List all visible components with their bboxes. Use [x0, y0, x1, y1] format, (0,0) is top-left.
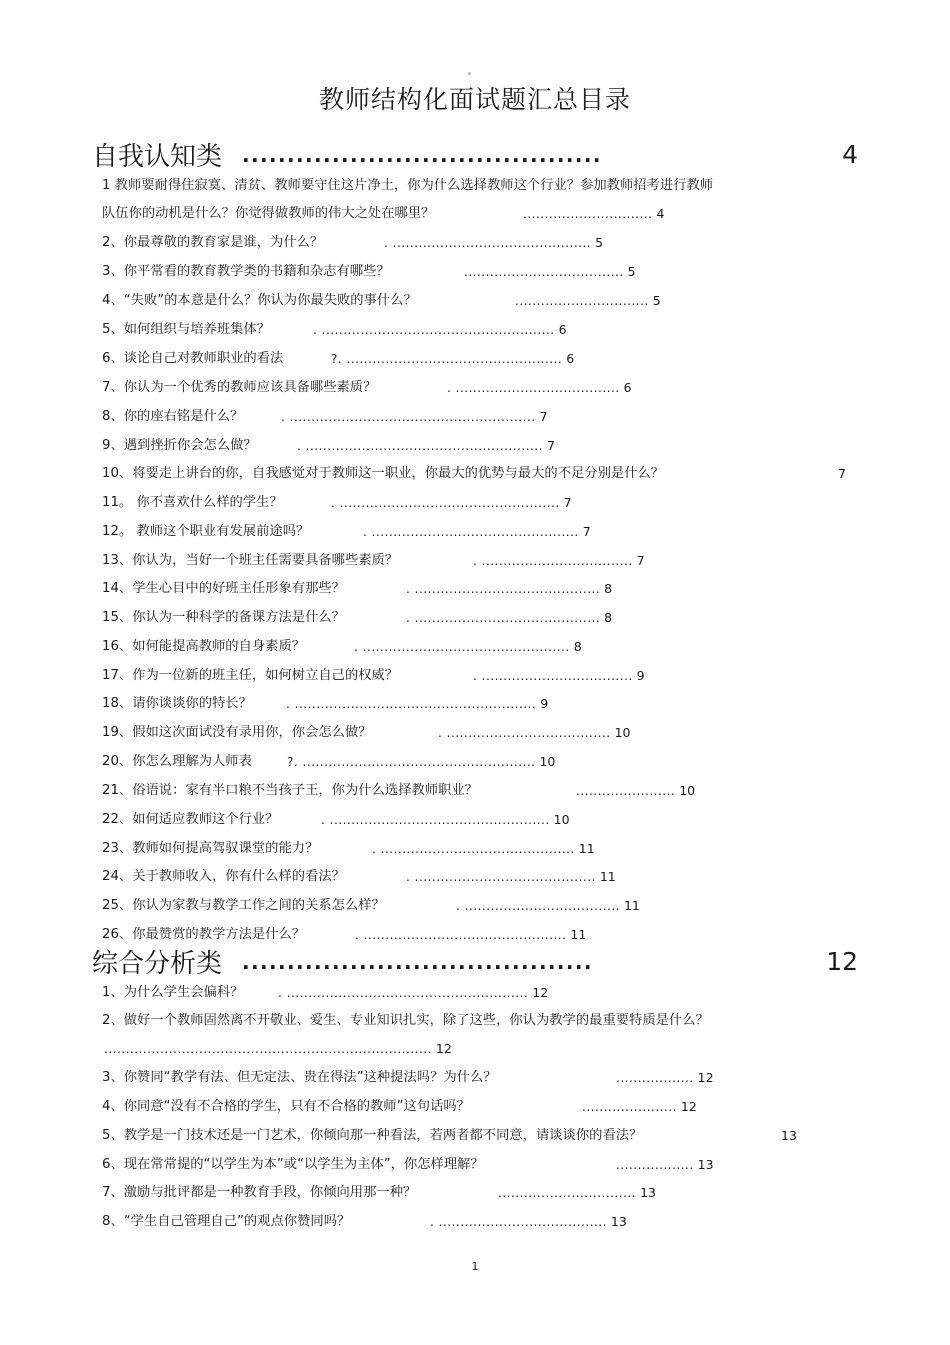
toc-leader-group: [313, 319, 567, 342]
toc-entry[interactable]: [102, 521, 858, 543]
toc-dot-leader: . ......................................: [447, 381, 620, 395]
toc-entry-text: 2、你最尊敬的教育家是谁，为什么？: [102, 235, 324, 250]
toc-entry-text: 6、现在常常提的“以学生为本”或“以学生为主体”，你怎样理解？: [102, 1157, 484, 1172]
toc-page-number: 11: [578, 841, 595, 856]
toc-entry[interactable]: [102, 319, 858, 341]
toc-dot-leader: . .......................................: [430, 1215, 607, 1229]
toc-page-number: 12: [680, 1099, 697, 1114]
toc-page-number: 11: [599, 869, 616, 884]
toc-leader-group: [278, 982, 548, 1005]
toc-page-number: 8: [604, 610, 613, 625]
toc-dot-leader: . ...................................................: [321, 813, 550, 827]
toc-page-number: 7: [539, 409, 548, 424]
toc-dot-leader: . ........................................................: [286, 697, 537, 711]
toc-page-number: 13: [781, 1128, 797, 1143]
toc-entry[interactable]: [102, 693, 858, 715]
toc-dot-leader: ?. ......................................................: [287, 755, 536, 769]
toc-page-number: 6: [558, 322, 567, 337]
toc-leader-group: [372, 838, 595, 861]
toc-dot-leader: ................................: [498, 1186, 637, 1200]
toc-entry[interactable]: [102, 348, 858, 370]
section-title: 综合分析类: [92, 948, 223, 979]
toc-dot-leader: . .............................................: [372, 842, 575, 856]
toc-leader-group: [287, 751, 555, 774]
toc-entry[interactable]: [102, 636, 858, 658]
toc-leader-group: [576, 780, 695, 803]
toc-entry-text: 3、你平常看的教育教学类的书籍和杂志有哪些？: [102, 264, 390, 279]
toc-dot-leader: ......................: [582, 1100, 677, 1114]
toc-entry-text: 18、请你谈谈你的特长？: [102, 696, 252, 711]
toc-leader-group: [456, 895, 640, 918]
toc-leader-group: [473, 665, 645, 688]
toc-leader-group: [331, 348, 574, 371]
toc-entry-text: 20、你怎么理解为人师表: [102, 754, 252, 769]
toc-leader-group: [430, 1211, 627, 1234]
toc-dot-leader: . ...........................................: [406, 611, 601, 625]
toc-leader-group: [297, 435, 555, 458]
toc-page-number: 9: [636, 668, 645, 683]
toc-leader-group: [582, 1096, 697, 1119]
toc-entry[interactable]: [102, 578, 858, 600]
toc-entry[interactable]: [102, 492, 858, 514]
toc-entry[interactable]: [102, 203, 858, 225]
toc-entry-text: 13、你认为，当好一个班主任需要具备哪些素质？: [102, 553, 399, 568]
toc-entry[interactable]: [102, 722, 858, 744]
toc-page-number: 12: [532, 985, 549, 1000]
toc-entry-text: 4、“失败”的本意是什么？你认为你最失败的事什么？: [102, 293, 417, 308]
toc-dot-leader: . ..........................................: [406, 870, 596, 884]
toc-dot-leader: ..................: [616, 1158, 694, 1172]
toc-entry-text: 21、俗语说：家有半口粮不当孩子王，你为什么选择教师职业？: [102, 783, 478, 798]
toc-page-number: 4: [656, 206, 665, 221]
toc-dot-leader: .......................: [576, 784, 676, 798]
toc-dot-leader: . ...........................................: [406, 582, 601, 596]
toc-entry-text: 19、假如这次面试没有录用你，你会怎么做？: [102, 725, 372, 740]
toc-entry-text: 26、你最赞赏的教学方法是什么？: [102, 927, 306, 942]
toc-entry-text: 2、做好一个教师固然离不开敬业、爱生、专业知识扎实，除了这些，你认为教学的最重要特质是什么？: [102, 1013, 709, 1028]
toc-entry-text: 11。 你不喜欢什么样的学生？: [102, 495, 283, 510]
toc-page-number: 10: [614, 725, 631, 740]
toc-leader-group: [104, 1038, 452, 1061]
toc-entry[interactable]: [102, 607, 858, 629]
toc-entry-text: 24、关于教师收入，你有什么样的看法？: [102, 869, 345, 884]
toc-entry-text: 1 教师要耐得住寂寞、清贫、教师要守住这片净土，你为什么选择教师这个行业？参加教师招考进行教师: [102, 178, 714, 193]
toc-page-number: 12: [435, 1041, 452, 1056]
toc-leader-group: [321, 809, 570, 832]
toc-leader-group: [331, 492, 572, 515]
toc-entry[interactable]: [102, 866, 858, 888]
toc-entry[interactable]: [102, 232, 858, 254]
section-header-comprehensive-analysis: [92, 944, 858, 978]
toc-entry-text: 8、“学生自己管理自己”的观点你赞同吗？: [102, 1214, 351, 1229]
toc-entry[interactable]: [102, 838, 858, 860]
toc-entry[interactable]: [102, 751, 858, 773]
toc-entry-text: 22、如何适应教师这个行业？: [102, 812, 279, 827]
toc-entry-text: 23、教师如何提高驾驭课堂的能力？: [102, 841, 319, 856]
toc-leader-group: [406, 607, 612, 630]
toc-entry[interactable]: [102, 1067, 858, 1089]
scan-mark: [468, 72, 471, 75]
toc-dot-leader: .....................................: [464, 265, 624, 279]
toc-entry[interactable]: [102, 550, 858, 572]
toc-entry[interactable]: [102, 1096, 858, 1118]
toc-entry-text: 14、学生心目中的好班主任形象有那些？: [102, 581, 345, 596]
toc-dot-leader: . ..............................................: [384, 236, 592, 250]
toc-entry-text: 8、你的座右铭是什么？: [102, 409, 244, 424]
toc-dot-leader: . ......................................................: [313, 323, 555, 337]
toc-page-number: 8: [573, 639, 582, 654]
toc-dot-leader: . ......................................: [438, 726, 611, 740]
toc-page-number: 10: [679, 783, 696, 798]
toc-entry-text: 队伍你的动机是什么？你觉得做教师的伟大之处在哪里？: [102, 206, 435, 221]
toc-leader-group: [286, 693, 548, 716]
toc-page-number: 5: [627, 264, 636, 279]
toc-entry[interactable]: [102, 377, 858, 399]
section-page-number: 12: [826, 946, 858, 976]
toc-entry[interactable]: [102, 1010, 858, 1032]
toc-entry[interactable]: [102, 175, 858, 197]
toc-leader-group: [616, 1067, 714, 1090]
toc-leader-group: [464, 261, 636, 284]
toc-leader-group: [281, 406, 548, 429]
toc-leader-group: [515, 290, 661, 313]
section-title: 自我认知类: [92, 141, 223, 172]
page-title: 教师结构化面试题汇总目录: [318, 85, 631, 114]
toc-entry[interactable]: [102, 1211, 858, 1233]
toc-page-number: 6: [623, 380, 632, 395]
section-header-self-awareness: [92, 137, 858, 171]
toc-leader-group: [447, 377, 632, 400]
toc-dot-leader: . ................................................: [363, 525, 579, 539]
toc-page-number: 7: [838, 466, 846, 481]
toc-entry-text: 3、你赞同“教学有法、但无定法、贵在得法”这种提法吗？为什么？: [102, 1070, 497, 1085]
toc-page-number: 7: [636, 553, 645, 568]
toc-leader-group: [523, 203, 664, 226]
toc-entry-text: 16、如何能提高教师的自身素质？: [102, 639, 306, 654]
toc-page-number: 9: [540, 696, 549, 711]
toc-entry[interactable]: [102, 982, 858, 1004]
toc-entry-text: 6、谈论自己对教师职业的看法: [102, 351, 284, 366]
toc-entry[interactable]: [102, 665, 858, 687]
toc-entry[interactable]: [102, 463, 858, 485]
toc-entry[interactable]: [102, 895, 858, 917]
toc-leader-group: [473, 550, 645, 573]
toc-entry-text: 7、激励与批评都是一种教育手段，你倾向用那一种？: [102, 1185, 417, 1200]
toc-entry-text: 5、教学是一门技术还是一门艺术，你倾向那一种看法，若两者都不同意，请谈谈你的看法？: [102, 1128, 643, 1143]
toc-entry-text: 12。 教师这个职业有发展前途吗？: [102, 524, 310, 539]
toc-page-number: 7: [582, 524, 591, 539]
toc-dot-leader: . ................................................: [354, 640, 570, 654]
toc-leader-group: [438, 722, 630, 745]
toc-page-number: 13: [640, 1185, 656, 1200]
toc-entry-text: 5、如何组织与培养班集体？: [102, 322, 271, 337]
toc-dot-leader: ..................: [616, 1071, 694, 1085]
toc-entry[interactable]: [102, 1125, 858, 1147]
toc-leader-group: [406, 578, 612, 601]
toc-page-number: 10: [539, 754, 556, 769]
footer-page-number: 1: [471, 1260, 479, 1273]
toc-entry-text: 7、你认为一个优秀的教师应该具备哪些素质？: [102, 380, 377, 395]
toc-dot-leader: . ...................................: [473, 554, 633, 568]
toc-dot-leader: . .........................................................: [281, 410, 536, 424]
toc-dot-leader: ..............................: [523, 207, 653, 221]
toc-dot-leader: . ....................................: [456, 899, 620, 913]
toc-entry-text: 4、你同意“没有不合格的学生，只有不合格的教师”这句话吗？: [102, 1099, 470, 1114]
toc-dot-leader: . .......................................................: [297, 439, 543, 453]
toc-entry[interactable]: [102, 1038, 858, 1060]
toc-dot-leader: ............................................................................: [104, 1042, 432, 1056]
section-page-number: 4: [842, 139, 858, 169]
toc-entry-text: 10、将要走上讲台的你，自我感觉对于教师这一职业，你最大的优势与最大的不足分别是什么？: [102, 466, 665, 481]
toc-leader-group: [498, 1182, 656, 1205]
toc-leader-group: [384, 232, 603, 255]
toc-entry[interactable]: [102, 261, 858, 283]
toc-page-number: 13: [697, 1157, 714, 1172]
toc-page-number: 13: [610, 1214, 627, 1229]
toc-entry[interactable]: [102, 290, 858, 312]
toc-page-number: 8: [604, 581, 613, 596]
toc-page-number: 5: [652, 293, 661, 308]
section-dot-leader: ........................................: [242, 143, 602, 167]
toc-page-number: 7: [546, 438, 555, 453]
toc-entry-text: 9、遇到挫折你会怎么做？: [102, 438, 257, 453]
toc-dot-leader: . ...................................................: [331, 496, 560, 510]
toc-page-number: 11: [623, 898, 640, 913]
toc-dot-leader: ...............................: [515, 294, 649, 308]
toc-page-number: 12: [697, 1070, 714, 1085]
toc-leader-group: [354, 636, 582, 659]
toc-dot-leader: ?. ..................................................: [331, 352, 563, 366]
toc-entry[interactable]: [102, 1182, 858, 1204]
toc-entry-text: 17、作为一位新的班主任，如何树立自己的权威？: [102, 668, 399, 683]
toc-entry[interactable]: [102, 406, 858, 428]
toc-page-number: 5: [595, 235, 604, 250]
toc-leader-group: [406, 866, 616, 889]
toc-entry[interactable]: [102, 1154, 858, 1176]
toc-dot-leader: . ...............................................: [355, 928, 567, 942]
toc-page-number: 11: [570, 927, 587, 942]
toc-dot-leader: . ...................................: [473, 669, 633, 683]
toc-entry[interactable]: [102, 809, 858, 831]
toc-entry-text: 1、为什么学生会偏科？: [102, 985, 244, 1000]
toc-leader-group: [363, 521, 591, 544]
toc-dot-leader: . ........................................................: [278, 986, 529, 1000]
toc-page-number: 7: [563, 495, 572, 510]
toc-entry[interactable]: [102, 435, 858, 457]
toc-entry[interactable]: [102, 780, 858, 802]
toc-entry-text: 15、你认为一种科学的备课方法是什么？: [102, 610, 345, 625]
toc-entry-text: 25、你认为家教与教学工作之间的关系怎么样？: [102, 898, 385, 913]
toc-leader-group: [616, 1154, 714, 1177]
toc-page-number: 10: [553, 812, 570, 827]
toc-page-number: 6: [566, 351, 575, 366]
section-dot-leader: .......................................: [242, 950, 593, 974]
